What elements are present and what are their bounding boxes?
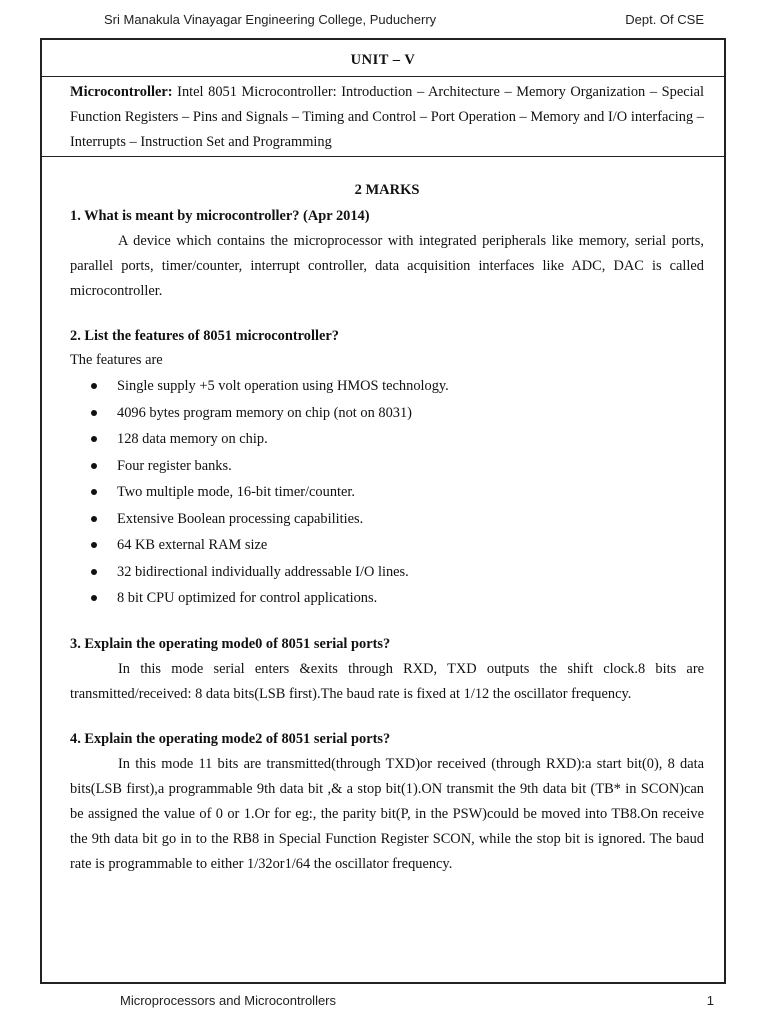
department-name: Dept. Of CSE xyxy=(625,12,704,27)
answer-paragraph: In this mode serial enters &exits through RXD, TXD outputs the shift clock.8 bits are transmitted/received: 8 data bits(LSB first).The baud rate is fixed at 1/12 the oscillator frequency. xyxy=(70,660,704,702)
questions-section xyxy=(70,180,704,877)
syllabus-label: Microcontroller: xyxy=(70,84,173,100)
page-header xyxy=(0,12,768,32)
bullet-icon xyxy=(91,383,97,389)
bullet-icon xyxy=(91,489,97,495)
answer-paragraph: In this mode 11 bits are transmitted(through TXD)or received (through RXD):a start bit(0), 8 data bits(LSB first),a programmable 9th data bit ,& a stop bit(1).ON transmit the 9th data bit (TB* in SCON)can be assigned the value of 0 or 1.Or for eg:, the parity bit(P, in the PSW)could be moved into TB8.On receive the 9th data bit go in to the RB8 in Special Function Register SCON, while the stop bit is ignored. The baud rate is programmable to either 1/32or1/64 the oscillator frequency. xyxy=(70,755,704,872)
question-title: 3. Explain the operating mode0 of 8051 serial ports? xyxy=(70,635,391,652)
unit-box xyxy=(42,40,724,158)
features-list xyxy=(70,373,704,612)
list-item: 8 bit CPU optimized for control applications. xyxy=(70,585,704,612)
list-item: 4096 bytes program memory on chip (not on 8031) xyxy=(70,400,704,427)
list-item: 64 KB external RAM size xyxy=(70,532,704,559)
page-number: 1 xyxy=(706,993,714,1008)
content-frame xyxy=(40,38,726,984)
bullet-icon xyxy=(91,436,97,442)
bullet-icon xyxy=(91,569,97,575)
divider xyxy=(42,76,724,77)
bullet-icon xyxy=(91,463,97,469)
section-title: 2 MARKS xyxy=(354,182,420,198)
divider xyxy=(42,156,724,157)
question-title: 1. What is meant by microcontroller? (Apr 2014) xyxy=(70,208,370,224)
unit-syllabus xyxy=(70,80,704,155)
question-title: 4. Explain the operating mode2 of 8051 serial ports? xyxy=(70,730,391,747)
question-title: 2. List the features of 8051 microcontroller? xyxy=(70,328,339,344)
list-item: Single supply +5 volt operation using HMOS technology. xyxy=(70,373,704,400)
bullet-icon xyxy=(91,542,97,548)
college-name: Sri Manakula Vinayagar Engineering College, Puducherry xyxy=(104,12,437,27)
bullet-icon xyxy=(91,516,97,522)
list-item: Four register banks. xyxy=(70,453,704,480)
page-footer xyxy=(0,993,768,1013)
list-item: 128 data memory on chip. xyxy=(70,426,704,453)
list-item: Extensive Boolean processing capabilities. xyxy=(70,506,704,533)
course-name: Microprocessors and Microcontrollers xyxy=(120,993,337,1008)
list-item: 32 bidirectional individually addressable I/O lines. xyxy=(70,559,704,586)
answer-paragraph: A device which contains the microprocessor with integrated peripherals like memory, serial ports, parallel ports, timer/counter, interrupt controller, data acquisition interfaces like ADC, DAC is called microcontroller. xyxy=(70,233,704,299)
list-item: Two multiple mode, 16-bit timer/counter. xyxy=(70,479,704,506)
bullet-icon xyxy=(91,410,97,416)
syllabus-text: Intel 8051 Microcontroller: Introduction – Architecture – Memory Organization – Special Function Registers – Pins and Signals – Timing and Control – Port Operation – Memory and I/O interfacing – Interrupts – Instruction Set and Programming xyxy=(70,84,704,150)
features-intro: The features are xyxy=(70,352,163,368)
unit-title: UNIT – V xyxy=(350,52,416,68)
bullet-icon xyxy=(91,595,97,601)
